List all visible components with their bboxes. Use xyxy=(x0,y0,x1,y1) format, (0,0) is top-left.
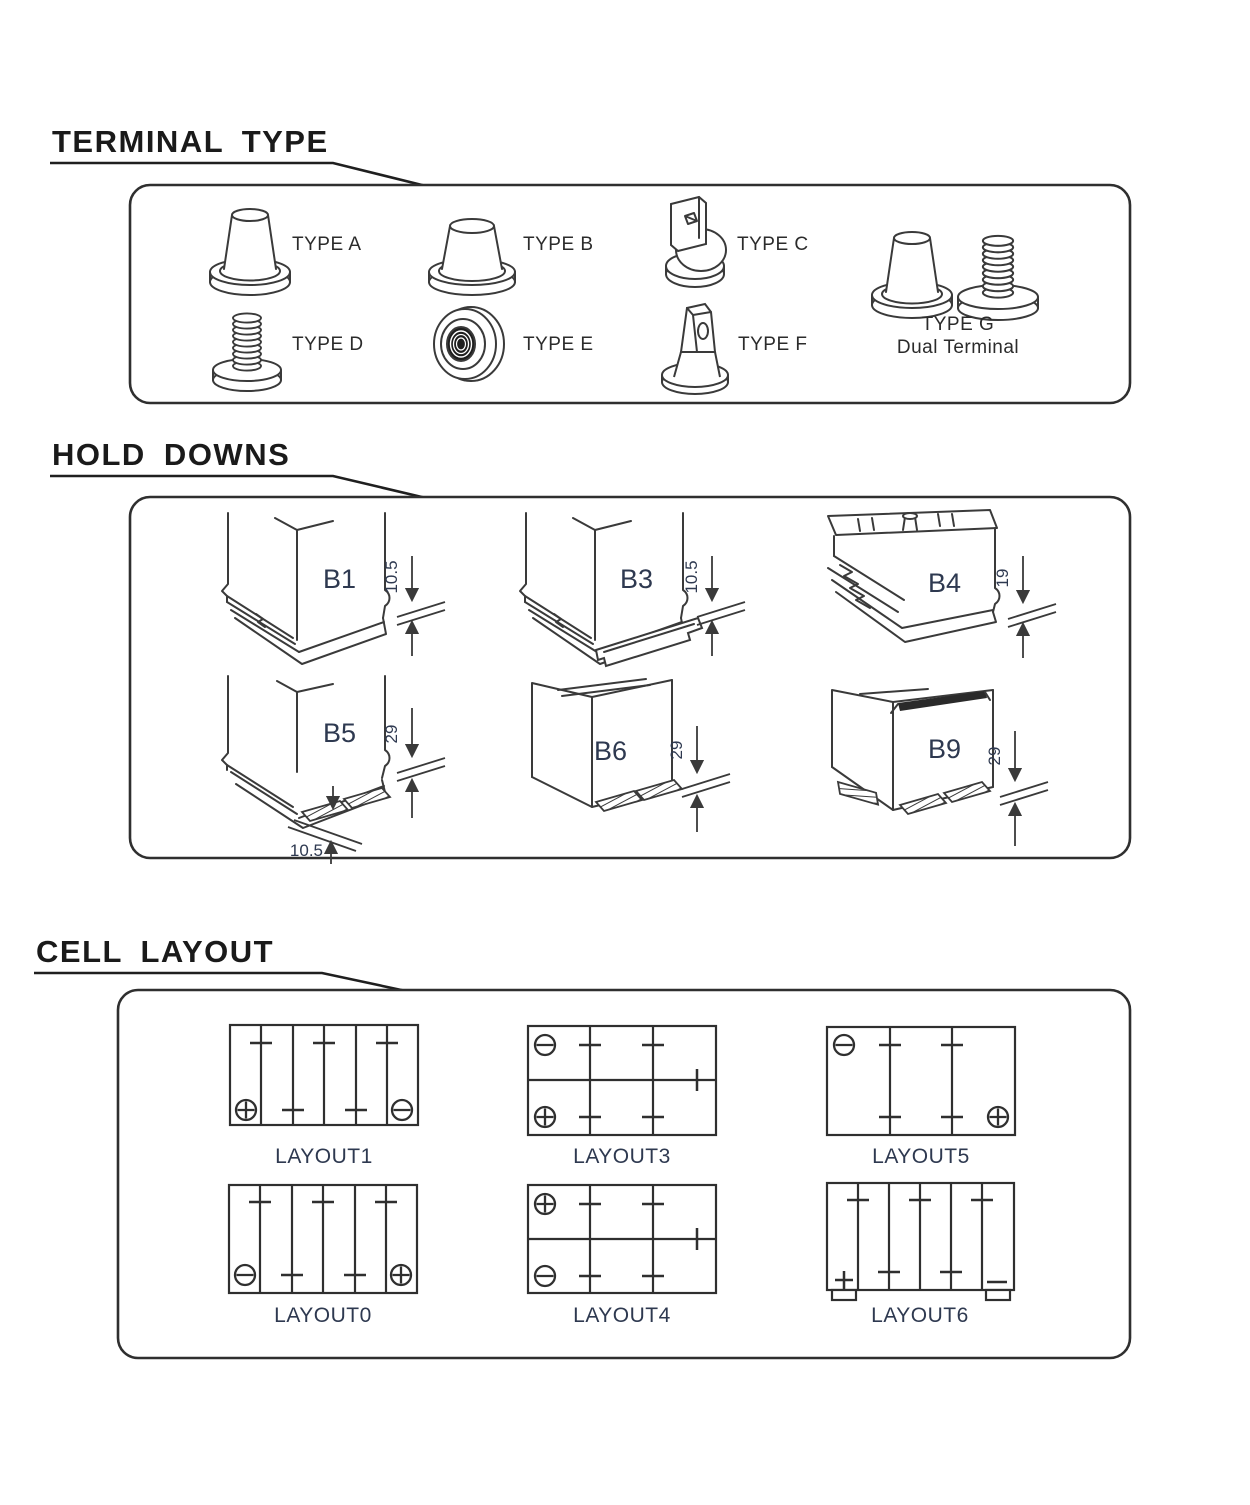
layout6-terminal-tab xyxy=(832,1290,856,1300)
minus-terminal-icon xyxy=(834,1035,854,1055)
hold-down-b4-label: B4 xyxy=(928,568,962,598)
hold-down-b1-label: B1 xyxy=(323,564,357,594)
cell-layout-6-label: LAYOUT6 xyxy=(871,1304,969,1327)
terminal-type-f-label: TYPE F xyxy=(738,334,808,355)
plus-terminal-icon xyxy=(391,1265,411,1285)
terminal-nut-e-icon xyxy=(434,307,504,381)
plus-terminal-icon xyxy=(535,1107,555,1127)
hold-down-b6-dim-text: 29 xyxy=(667,740,686,760)
terminal-type-a-label: TYPE A xyxy=(292,234,362,255)
terminal-type-e-label: TYPE E xyxy=(523,334,594,355)
terminal-type-title-underline xyxy=(50,163,426,186)
terminal-type-g-sublabel: Dual Terminal xyxy=(896,337,1020,358)
cell-layout-5-label: LAYOUT5 xyxy=(872,1145,970,1168)
hold-down-b5-dim2-text: 10.5 xyxy=(289,841,323,860)
hold-downs-title-underline xyxy=(50,476,426,498)
cell-layout-section xyxy=(34,934,1130,1358)
cell-layout-title-underline xyxy=(34,973,406,991)
terminal-type-d-label: TYPE D xyxy=(292,334,364,355)
minus-terminal-icon xyxy=(235,1265,255,1285)
hold-down-b3-label: B3 xyxy=(620,564,654,594)
terminal-type-title: TERMINAL TYPE xyxy=(52,124,329,159)
cell-layout-3-label: LAYOUT3 xyxy=(573,1145,671,1168)
hold-downs-title: HOLD DOWNS xyxy=(52,437,291,472)
cell-layout-title: CELL LAYOUT xyxy=(36,934,275,969)
hold-down-b6-label: B6 xyxy=(594,736,628,766)
cell-layout-1-label: LAYOUT1 xyxy=(275,1145,373,1168)
terminal-type-g-label: TYPE G xyxy=(921,314,995,335)
minus-terminal-icon xyxy=(392,1100,412,1120)
cell-layout-4-label: LAYOUT4 xyxy=(573,1304,671,1327)
hold-down-b4-dim-text: 19 xyxy=(993,568,1012,588)
cell-layout-0-label: LAYOUT0 xyxy=(274,1304,372,1327)
hold-down-b5-label: B5 xyxy=(323,718,357,748)
hold-down-b9-label: B9 xyxy=(928,734,962,764)
terminal-type-c-label: TYPE C xyxy=(737,234,809,255)
plus-terminal-icon xyxy=(236,1100,256,1120)
hold-down-b9-dim-text: 29 xyxy=(985,746,1004,766)
minus-terminal-icon xyxy=(535,1266,555,1286)
hold-downs-section xyxy=(50,437,1130,864)
hold-down-b3-dim-text: 10.5 xyxy=(682,560,701,594)
hold-down-b1-dim-text: 10.5 xyxy=(382,560,401,594)
hold-down-b5-dim-text: 29 xyxy=(382,724,401,744)
layout6-terminal-tab xyxy=(986,1290,1010,1300)
plus-terminal-icon xyxy=(988,1107,1008,1127)
minus-terminal-icon xyxy=(535,1035,555,1055)
terminal-type-section xyxy=(50,124,1130,403)
terminal-type-b-label: TYPE B xyxy=(523,234,594,255)
plus-terminal-icon xyxy=(535,1194,555,1214)
